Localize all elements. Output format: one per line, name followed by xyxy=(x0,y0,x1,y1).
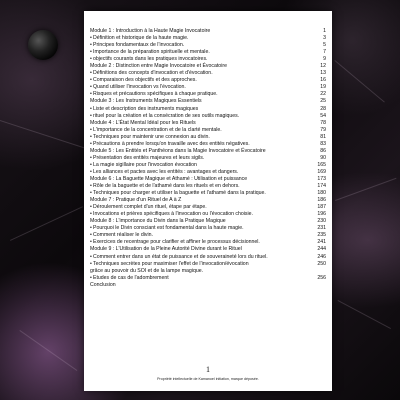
toc-page-number: 79 xyxy=(320,126,326,133)
toc-subitem xyxy=(90,225,326,232)
toc-label: Liste et description des instruments magiques xyxy=(93,105,199,112)
toc-subitem xyxy=(90,106,326,113)
bullet-icon: • xyxy=(90,161,92,168)
bullet-icon: • xyxy=(90,84,92,91)
bullet-icon: • xyxy=(90,105,92,112)
toc-subitem xyxy=(90,155,326,162)
toc-subitem xyxy=(90,204,326,211)
toc-label: Précautions à prendre lorsqu'on travaille avec des entités négatives. xyxy=(93,140,250,147)
toc-label: Importance de la préparation spirituelle et mentale. xyxy=(93,49,210,56)
toc-subitem xyxy=(90,254,326,261)
toc-page-number: 187 xyxy=(317,204,326,211)
toc-item xyxy=(90,218,326,225)
toc-item xyxy=(90,120,326,127)
toc-label: Rôle de la baguette et de l'athamé dans les rituels et en dehors. xyxy=(93,183,240,190)
toc-label: Module 5 : Les Entités et Panthéons dans la Magie Invocatoire et Évocatoire xyxy=(90,147,266,154)
toc-label: Principes fondamentaux de l'invocation. xyxy=(93,42,185,49)
toc-label: Module 8 : L'importance du Divin dans la Pratique Magique xyxy=(90,218,226,225)
toc-page-number: 81 xyxy=(320,133,326,140)
toc-page-number: 16 xyxy=(320,77,326,84)
toc-label: Risques et précautions spécifiques à chaque pratique. xyxy=(93,91,218,98)
toc-page-number: 54 xyxy=(320,112,326,119)
toc-page-number: 28 xyxy=(320,105,326,112)
toc-label: Comparaison des objectifs et des approches. xyxy=(93,77,197,84)
toc-item xyxy=(90,268,326,275)
toc-page-number: 235 xyxy=(317,232,326,239)
toc-page-number: 196 xyxy=(317,211,326,218)
toc-label: Etudes de cas de l'adombrement xyxy=(93,274,169,281)
toc-subitem xyxy=(90,42,326,49)
bullet-icon: • xyxy=(90,112,92,119)
bullet-icon: • xyxy=(90,77,92,84)
toc-page-number: 86 xyxy=(320,147,326,154)
toc-page-number: 9 xyxy=(323,56,326,63)
copyright-note: Propriété intellectuelle de Kamanoel initiation, marque déposée. xyxy=(157,377,259,381)
bullet-icon: • xyxy=(90,232,92,239)
toc-subitem xyxy=(90,169,326,176)
document-page xyxy=(84,11,332,391)
bullet-icon: • xyxy=(90,133,92,140)
toc-page-number: 12 xyxy=(320,63,326,70)
toc-label: Définition et historique de la haute magie. xyxy=(93,35,189,42)
bullet-icon: • xyxy=(90,183,92,190)
toc-label: Invocations et prières spécifiques à l'invocation ou l'évocation choisie. xyxy=(93,211,254,218)
toc-subitem xyxy=(90,91,326,98)
bullet-icon: • xyxy=(90,140,92,147)
toc-label: La magie sigillaire pour l'invocation évocation xyxy=(93,161,197,168)
toc-page-number: 174 xyxy=(317,183,326,190)
toc-item xyxy=(90,197,326,204)
toc-page-number: 256 xyxy=(317,274,326,281)
bullet-icon: • xyxy=(90,91,92,98)
toc-label: Techniques pour maintenir une connexion au divin. xyxy=(93,133,210,140)
toc-label: Exercices de recentrage pour clarifier et affiner le processus décisionnel. xyxy=(93,239,260,246)
toc-page-number: 5 xyxy=(323,42,326,49)
toc-page-number: 3 xyxy=(323,35,326,42)
bullet-icon: • xyxy=(90,190,92,197)
toc-page-number: 19 xyxy=(320,84,326,91)
toc-page-number: 165 xyxy=(317,161,326,168)
toc-label: Module 7 : Pratique d'un Rituel de A à Z xyxy=(90,197,182,204)
toc-page-number: 90 xyxy=(320,154,326,161)
toc-page-number: 186 xyxy=(317,197,326,204)
toc-page-number: 250 xyxy=(317,260,326,267)
toc-page-number: 25 xyxy=(320,98,326,105)
bullet-icon: • xyxy=(90,225,92,232)
toc-label: Module 6 : La Baguette Magique et Athamé : Utilisation et puissance xyxy=(90,175,248,182)
toc-label: grâce au pouvoir du SOI et de la lampe magique. xyxy=(90,267,204,274)
toc-page-number: 246 xyxy=(317,253,326,260)
bullet-icon: • xyxy=(90,274,92,281)
toc-label: Module 4 : L'État Mental Idéal pour les Rituels xyxy=(90,119,196,126)
toc-page-number: 244 xyxy=(317,246,326,253)
toc-page-number: 230 xyxy=(317,218,326,225)
toc-label: Comment entrer dans un état de puissance et de souveraineté lors du rituel. xyxy=(93,253,268,260)
toc-label: Module 9 : L'Utilisation de la Pleine Autorité Divine durant le Rituel xyxy=(90,246,242,253)
toc-label: rituel pour la création et la consécration de ses outils magiques. xyxy=(93,112,240,119)
bullet-icon: • xyxy=(90,56,92,63)
page-number: 1 xyxy=(206,365,210,374)
toc-subitem xyxy=(90,183,326,190)
toc-label: Quand utiliser l'invocation vs l'évocation. xyxy=(93,84,186,91)
bullet-icon: • xyxy=(90,260,92,267)
toc-item xyxy=(90,63,326,70)
toc-item xyxy=(90,148,326,155)
bullet-icon: • xyxy=(90,49,92,56)
bullet-icon: • xyxy=(90,154,92,161)
toc-subitem xyxy=(90,162,326,169)
toc-item xyxy=(90,98,326,105)
toc-subitem xyxy=(90,84,326,91)
toc-page-number: 241 xyxy=(317,239,326,246)
toc-subitem xyxy=(90,70,326,77)
toc-item xyxy=(90,28,326,35)
toc-subitem xyxy=(90,190,326,197)
toc-page-number: 1 xyxy=(323,28,326,34)
bullet-icon: • xyxy=(90,35,92,42)
toc-label: Définitions des concepts d'invocation et d'évocation. xyxy=(93,70,213,77)
toc-label: Module 1 : Introduction à la Haute Magie Invocatoire xyxy=(90,28,211,34)
toc-page-number: 169 xyxy=(317,168,326,175)
toc-subitem xyxy=(90,211,326,218)
toc-label: Techniques secrètes pour maximiser l'effet de l'invocation/évocation xyxy=(93,260,249,267)
toc-label: L'importance de la concentration et de la clarté mentale. xyxy=(93,126,222,133)
toc-label: Déroulement complet d'un rituel, étape par étape. xyxy=(93,204,207,211)
bullet-icon: • xyxy=(90,239,92,246)
bullet-icon: • xyxy=(90,253,92,260)
bullet-icon: • xyxy=(90,126,92,133)
toc-subitem xyxy=(90,35,326,42)
toc-page-number: 231 xyxy=(317,225,326,232)
bullet-icon: • xyxy=(90,204,92,211)
toc-label: Conclusion xyxy=(90,281,116,288)
toc-subitem xyxy=(90,141,326,148)
toc-page-number: 13 xyxy=(320,70,326,77)
toc-label: objectifs courants dans les pratiques invocatoires. xyxy=(93,56,208,63)
toc-subitem xyxy=(90,77,326,84)
bullet-icon: • xyxy=(90,70,92,77)
toc-page-number: 22 xyxy=(320,91,326,98)
bullet-icon: • xyxy=(90,168,92,175)
toc-page-number: 7 xyxy=(323,49,326,56)
toc-subitem xyxy=(90,49,326,56)
toc-item xyxy=(90,176,326,183)
toc-page-number: 180 xyxy=(317,190,326,197)
decorative-orb xyxy=(28,30,58,60)
toc-item xyxy=(90,246,326,253)
toc-subitem xyxy=(90,261,326,268)
toc-label: Pourquoi le Divin consciant est fondamental dans la haute magie. xyxy=(93,225,244,232)
table-of-contents xyxy=(90,28,326,289)
toc-page-number: 78 xyxy=(320,119,326,126)
toc-label: Module 3 : Les Instruments Magiques Essentiels xyxy=(90,98,202,105)
toc-subitem xyxy=(90,113,326,120)
toc-label: Les alliances et pactes avec les entités : avantages et dangers. xyxy=(93,168,239,175)
toc-subitem xyxy=(90,275,326,282)
toc-subitem xyxy=(90,134,326,141)
toc-label: Techniques pour charger et utiliser la baguette et l'athamé dans la pratique. xyxy=(93,190,266,197)
toc-page-number: 173 xyxy=(317,175,326,182)
toc-label: Module 2 : Distinction entre Magie Invocatoire et Évocatoire xyxy=(90,63,227,70)
toc-label: Comment réaliser le divin. xyxy=(93,232,153,239)
toc-subitem xyxy=(90,127,326,134)
toc-label: Présentation des entités majeures et leurs sigils. xyxy=(93,154,205,161)
bullet-icon: • xyxy=(90,211,92,218)
toc-subitem xyxy=(90,239,326,246)
toc-item xyxy=(90,282,326,289)
bullet-icon: • xyxy=(90,42,92,49)
toc-page-number: 83 xyxy=(320,140,326,147)
toc-subitem xyxy=(90,232,326,239)
